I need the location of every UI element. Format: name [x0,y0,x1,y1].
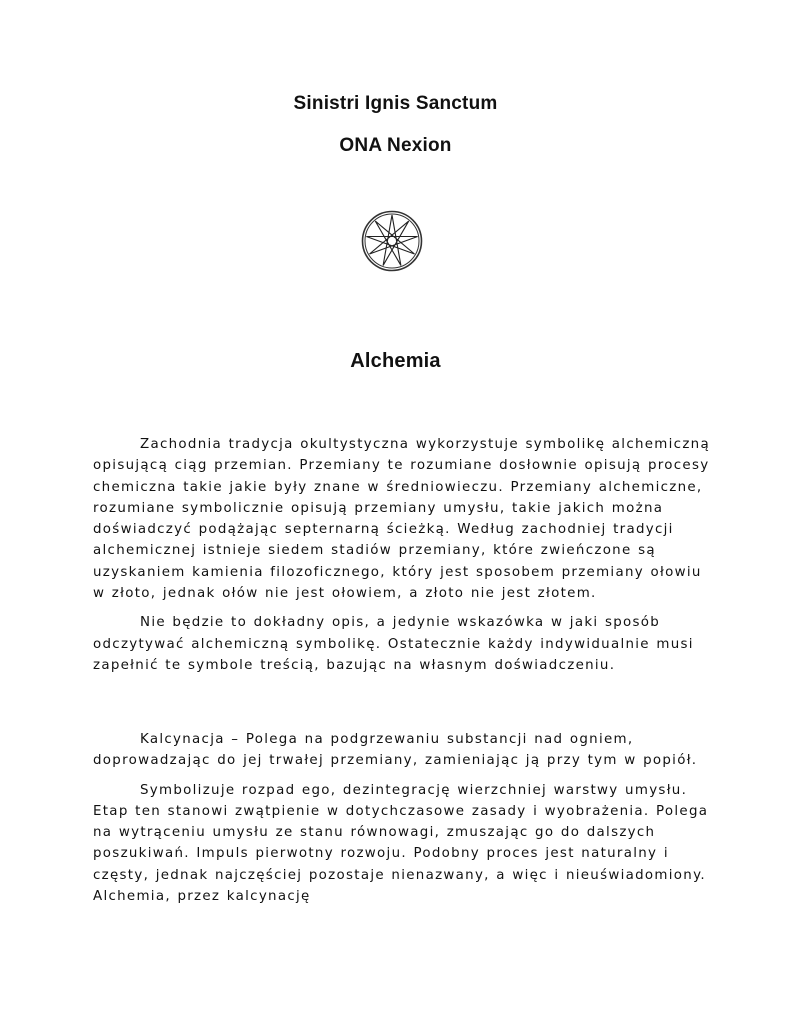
kalcynacja-symbolism-paragraph: Symbolizuje rozpad ego, dezintegrację wierzchniej warstwy umysłu. Etap ten stanowi zwątpienie w dotychczasowe zasady i wyobrażenia. Polega na wytrąceniu umysłu ze stanu równowagi, zmuszając go do dalszych poszukiwań. Impuls pierwotny rozwoju. Podobny proces jest naturalny i częsty, jednak najczęściej pozostaje nienazwany, a więc i nieuświadomiony. Alchemia, przez kalcynację [93,782,709,905]
intro-paragraph-2: Nie będzie to dokładny opis, a jedynie wskazówka w jaki sposób odczytywać alchemiczną symbolikę. Ostatecznie każdy indywidualnie musi zapełnić te symbole treścią, bazując na własnym doświadczeniu. [93,615,694,673]
nine-angled-star-sigil-icon [361,210,423,272]
kalcynacja-definition-paragraph: Kalcynacja – Polega na podgrzewaniu substancji nad ogniem, doprowadzając do jej trwałej przemiany, zamieniając ją przy tym w popiół. [93,732,698,769]
kalcynacja-text-block [93,729,713,915]
intro-paragraph-1: Zachodnia tradycja okultystyczna wykorzystuje symbolikę alchemiczną opisującą ciąg przemian. Przemiany te rozumiane dosłownie opisują procesy chemiczna takie jakie były znane w średniowieczu. Przemiany alchemiczne, rozumiane symbolicznie opisują przemiany umysłu, takie jakich można doświadczyć podążając septernarną ścieżką. Według zachodniej tradycji alchemicznej istnieje siedem stadiów przemiany, które zwieńczone są uzyskaniem kamienia filozoficznego, który jest sposobem przemiany ołowiu w złoto, jednak ołów nie jest ołowiem, a złoto nie jest złotem. [93,437,710,602]
nexion-title: ONA Nexion [339,135,452,156]
section-title: Alchemia [350,350,441,372]
intro-text-block [93,434,713,684]
organization-title: Sinistri Ignis Sanctum [293,93,498,114]
